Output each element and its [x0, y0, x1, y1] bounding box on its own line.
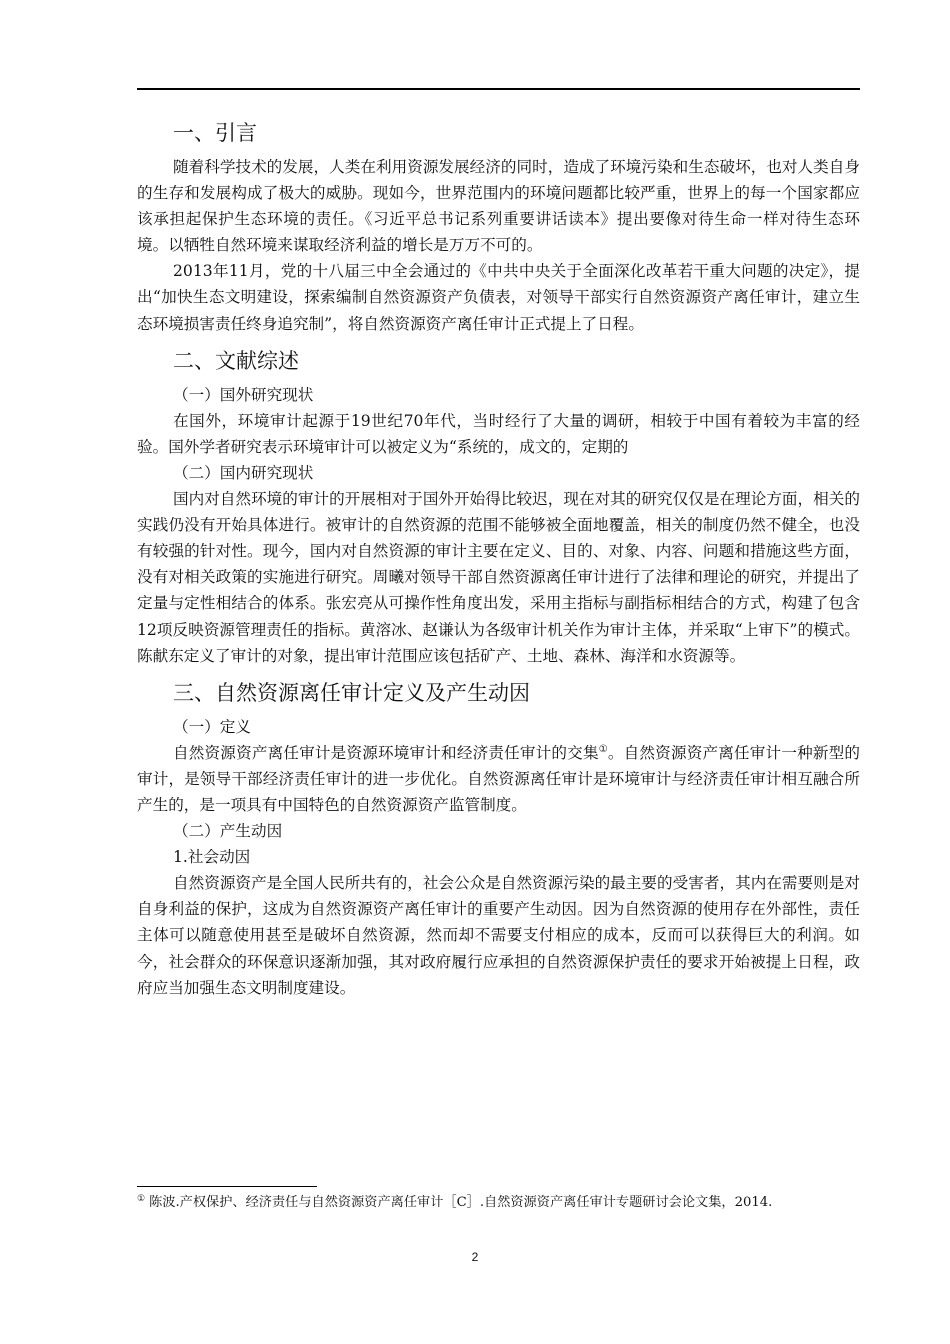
footnote-rule: [137, 1186, 317, 1187]
subheading-motivation: （二）产生动因: [173, 822, 283, 841]
paragraph-text: 自然资源资产离任审计是资源环境审计和经济责任审计的交集: [173, 743, 599, 762]
paragraph-with-footnote: [137, 740, 860, 818]
paragraph-text: 。自然资源资产离任审计一种新型的审计，是领导干部经济责任审计的进一步优化。自然资源离任审计是环境审计与经济责任审计相互融合所产生的，是一项具有中国特色的自然资源资产监管制度。: [137, 743, 860, 814]
subheading-domestic-research: （二）国内研究现状: [173, 463, 314, 482]
page-number: 2: [471, 1250, 479, 1264]
section-heading-literature-review: 二、文献综述: [173, 348, 299, 373]
header-rule: [137, 88, 860, 90]
subheading-social-motivation: 1.社会动因: [173, 848, 251, 867]
section-heading-definition-and-motivation: 三、自然资源离任审计定义及产生动因: [173, 680, 530, 705]
paragraph: 2013年11月，党的十八届三中全会通过的《中共中央关于全面深化改革若干重大问题的决定》，提出“加快生态文明建设，探索编制自然资源资产负债表，对领导干部实行自然资源资产离任审计，建立生态环境损害责任终身追究制”，将自然资源资产离任审计正式提上了日程。: [137, 262, 860, 333]
paragraph: 自然资源资产是全国人民所共有的，社会公众是自然资源污染的最主要的受害者，其内在需要则是对自身利益的保护，这成为自然资源资产离任审计的重要产生动因。因为自然资源的使用存在外部性，责任主体可以随意使用甚至是破坏自然资源，然而却不需要支付相应的成本，反而可以获得巨大的利润。如今，社会群众的环保意识逐渐加强，其对政府履行应承担的自然资源保护责任的要求开始被提上日程，政府应当加强生态文明制度建设。: [137, 874, 860, 997]
footnote-text: 陈波.产权保护、经济责任与自然资源资产离任审计［C］.自然资源资产离任审计专题研讨会论文集，2014.: [149, 1195, 773, 1210]
section-heading-introduction: 一、引言: [173, 121, 257, 145]
page-body: [137, 118, 860, 1001]
subheading-foreign-research: （一）国外研究现状: [173, 385, 314, 404]
paragraph: 随着科学技术的发展，人类在利用资源发展经济的同时，造成了环境污染和生态破坏，也对人类自身的生存和发展构成了极大的威胁。现如今，世界范围内的环境问题都比较严重，世界上的每一个国家都应该承担起保护生态环境的责任。《习近平总书记系列重要讲话读本》提出要像对待生命一样对待生态环境。以牺牲自然环境来谋取经济利益的增长是万万不可的。: [137, 158, 860, 255]
subheading-definition: （一）定义: [173, 717, 251, 736]
footnote-mark: ①: [137, 1193, 146, 1204]
paragraph: 在国外，环境审计起源于19世纪70年代，当时经行了大量的调研，相较于中国有着较为丰富的经验。国外学者研究表示环境审计可以被定义为“系统的，成文的，定期的: [137, 411, 860, 456]
footnote-reference[interactable]: ①: [598, 743, 608, 755]
paragraph: 国内对自然环境的审计的开展相对于国外开始得比较迟，现在对其的研究仅仅是在理论方面，相关的实践仍没有开始具体进行。被审计的自然资源的范围不能够被全面地覆盖，相关的制度仍然不健全，也没有较强的针对性。现今，国内对自然资源的审计主要在定义、目的、对象、内容、问题和措施这些方面，没有对相关政策的实施进行研究。周曦对领导干部自然资源离任审计进行了法律和理论的研究，并提出了定量与定性相结合的体系。张宏亮从可操作性角度出发，采用主指标与副指标相结合的方式，构建了包含12项反映资源管理责任的指标。黄溶冰、赵谦认为各级审计机关作为审计主体，并采取“上审下”的模式。陈献东定义了审计的对象，提出审计范围应该包括矿产、土地、森林、海洋和水资源等。: [137, 490, 860, 665]
footnote: [137, 1192, 860, 1214]
